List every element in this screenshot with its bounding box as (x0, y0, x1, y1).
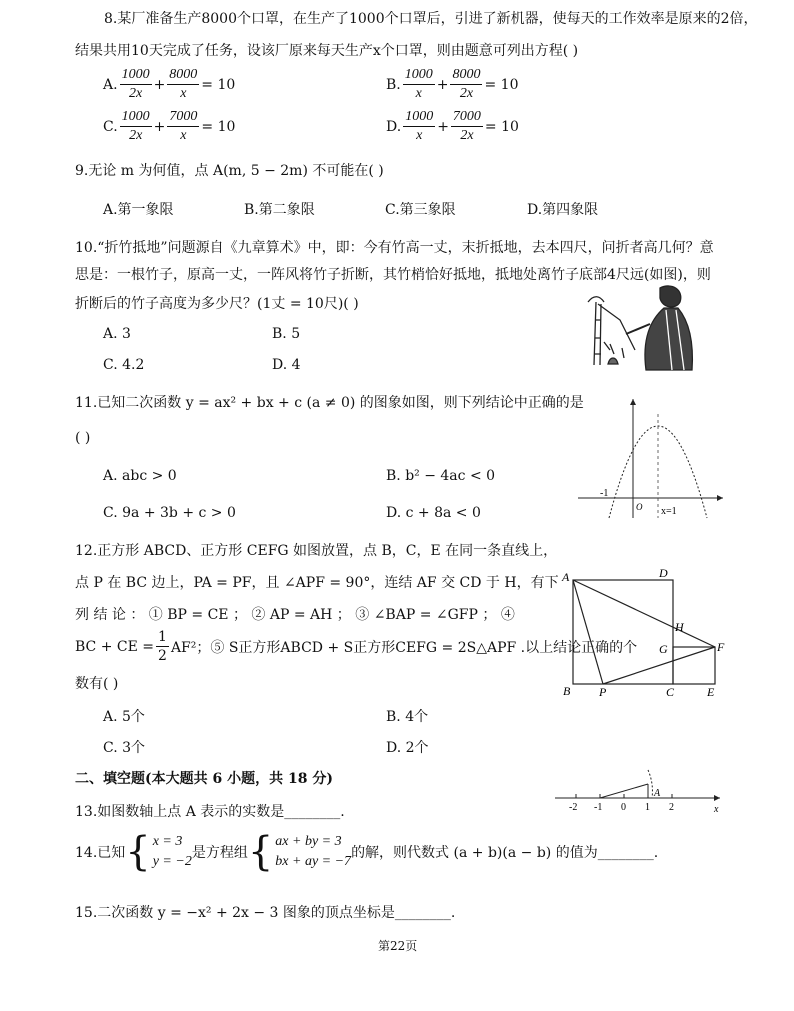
tick-label: -2 (569, 802, 578, 813)
q12-stem-line5: 数有( ) (75, 676, 119, 692)
q11-option-a: A. abc > 0 (103, 468, 177, 484)
square-cefg (673, 647, 715, 684)
q12-option-b: B. 4个 (386, 709, 429, 725)
q10-stem-line1: 10.“折竹抵地”问题源自《九章算术》中，即：今有竹高一丈，末折抵地，去本四尺，问折者高几何？意 (75, 240, 714, 256)
numerator: 8000 (167, 66, 199, 85)
q15-stem: 15.二次函数 y = −x² + 2x − 3 图象的顶点坐标是________. (75, 905, 456, 921)
rhs: = 10 (484, 118, 519, 135)
y-axis-arrow-icon (630, 399, 636, 405)
numerator: 1000 (403, 66, 435, 85)
q11-stem-line2: ( ) (75, 430, 91, 446)
axis-of-symmetry-label: x=1 (661, 506, 677, 517)
q10-option-b: B. 5 (272, 326, 301, 342)
denominator: 2 (158, 648, 167, 664)
bamboo-scholar-illustration (580, 280, 705, 375)
numerator: 1000 (403, 108, 435, 127)
option-label: B. (386, 76, 401, 93)
q12-stem-line3: 列 结 论 ： ① BP = CE ； ② AP = AH ； ③ ∠BAP = ∠GFP ； ④ (75, 607, 515, 623)
rhs: = 10 (484, 76, 519, 93)
squares-figure (555, 565, 735, 700)
q9-option-a: A.第一象限 (103, 202, 174, 218)
q14-stem (75, 829, 659, 875)
denominator: x (180, 86, 187, 101)
tick-label: 2 (669, 802, 674, 813)
q12-option-a: A. 5个 (103, 709, 145, 725)
q9-option-c: C.第三象限 (385, 202, 456, 218)
q10-option-c: C. 4.2 (103, 357, 145, 373)
point-c-label: C (666, 685, 675, 699)
q11-option-b: B. b² − 4ac < 0 (386, 468, 496, 484)
q9-option-d: D.第四象限 (527, 202, 599, 218)
point-p-label: P (599, 685, 607, 699)
numerator: 7000 (167, 108, 199, 127)
solution-x: x = 3 (152, 834, 183, 849)
point-b-label: B (563, 684, 571, 698)
segment-ap (573, 580, 603, 684)
section-heading-fill-in: 二、填空题(本大题共 6 小题，共 18 分) (75, 771, 333, 787)
number-line-figure (550, 760, 730, 815)
q14-post: 的解，则代数式 (a + b)(a − b) 的值为________. (351, 845, 659, 861)
denominator: 2x (460, 128, 474, 143)
solution-system: { x = 3 y = −2 (125, 829, 192, 875)
numerator: 1000 (120, 66, 152, 85)
point-h-label: H (675, 620, 684, 634)
q8-option-d: D. $\frac{1000}{x}$ + $\frac{7000}{2x}$ = 10 (386, 109, 519, 143)
denominator: 2x (129, 128, 143, 143)
q11-stem-line1: 11.已知二次函数 y = ax² + bx + c (a ≠ 0) 的图象如图，则下列结论中正确的是 (75, 395, 584, 411)
rhs: = 10 (201, 76, 236, 93)
segment-af (573, 580, 715, 647)
point-e-label: E (707, 685, 715, 699)
q10-option-d: D. 4 (272, 357, 301, 373)
q12-conclusion-4a: BC + CE = (75, 638, 155, 655)
q10-stem-line3: 折断后的竹子高度为多少尺？(1丈 = 10尺)( ) (75, 296, 359, 312)
numerator: 1000 (120, 108, 152, 127)
q13-stem: 13.如图数轴上点 A 表示的实数是________. (75, 804, 345, 820)
denominator: x (416, 128, 423, 143)
denominator: x (180, 128, 187, 143)
point-f-label: F (717, 640, 725, 654)
denominator: 2x (459, 86, 474, 101)
q11-option-c: C. 9a + 3b + c > 0 (103, 505, 236, 521)
q12-option-c: C. 3个 (103, 740, 146, 756)
x-axis-arrow-icon (717, 495, 723, 501)
point-d-label: D (659, 566, 668, 580)
point-a-label: A (562, 570, 570, 584)
q12-stem-line2: 点 P 在 BC 边上，PA = PF，且 ∠APF = 90°，连结 AF 交 CD 于 H，有下 (75, 575, 559, 591)
option-label: A. (103, 76, 118, 93)
solution-y: y = −2 (152, 854, 192, 869)
q10-option-a: A. 3 (103, 326, 131, 342)
q14-pre: 14.已知 (75, 845, 126, 861)
numerator: 8000 (450, 66, 482, 85)
q8-option-c: C. $\frac{1000}{2x}$ + $\frac{7000}{x}$ = 10 (103, 109, 236, 143)
tick-label: 0 (621, 802, 626, 813)
tick-label: -1 (594, 802, 603, 813)
q8-option-a: A. $\frac{1000}{2x}$ + $\frac{8000}{x}$ = 10 (103, 67, 236, 101)
q12-stem-line1: 12.正方形 ABCD、正方形 CEFG 如图放置，点 B，C，E 在同一条直线上， (75, 543, 558, 559)
option-label: C. (103, 118, 118, 135)
equation-2: bx + ay = −7 (275, 854, 352, 869)
q12-conclusion-4b: AF²；⑤ S正方形ABCD + S正方形CEFG = 2S△APF .以上结论正确的个 (170, 639, 638, 656)
tick-label: 1 (645, 802, 650, 813)
origin-label: O (636, 502, 643, 512)
point-a-label: A (654, 788, 661, 799)
q9-option-b: B.第二象限 (244, 202, 315, 218)
q8-stem-line2: 结果共用10天完成了任务，设该厂原来每天生产x个口罩，则由题意可列出方程( ) (75, 43, 579, 59)
q8-option-b: B. $\frac{1000}{x}$ + $\frac{8000}{2x}$ = 10 (386, 67, 519, 101)
q14-mid: 是方程组 (191, 845, 248, 861)
number-line-arrow-icon (714, 795, 720, 801)
equation-1: ax + by = 3 (275, 834, 342, 849)
q11-option-d: D. c + 8a < 0 (386, 505, 481, 521)
q12-stem-line4 (75, 628, 637, 665)
neg-one-label: -1 (600, 488, 609, 499)
denominator: 2x (128, 86, 143, 101)
numerator: 7000 (451, 108, 483, 127)
q8-stem-line1: 8.某厂准备生产8000个口罩，在生产了1000个口罩后，引进了新机器，使每天的工作效率是原来的2倍， (104, 11, 758, 27)
q9-stem: 9.无论 m 为何值，点 A(m, 5 − 2m) 不可能在( ) (75, 163, 384, 179)
equation-system: { ax + by = 3 bx + ay = −7 (247, 829, 352, 875)
point-g-label: G (659, 642, 668, 656)
option-label: D. (386, 118, 402, 135)
page-number: 第22页 (378, 939, 418, 953)
denominator: x (415, 86, 422, 101)
rhs: = 10 (201, 118, 236, 135)
compass-arc (648, 770, 652, 798)
q12-option-d: D. 2个 (386, 740, 429, 756)
axis-x-label: x (714, 804, 719, 815)
parabola-figure (573, 394, 728, 522)
numerator: 1 (158, 629, 167, 645)
q10-stem-line2: 思是：一根竹子，原高一丈，一阵风将竹子折断，其竹梢恰好抵地，抵地处离竹子底部4尺远(如图)，则 (75, 267, 711, 283)
